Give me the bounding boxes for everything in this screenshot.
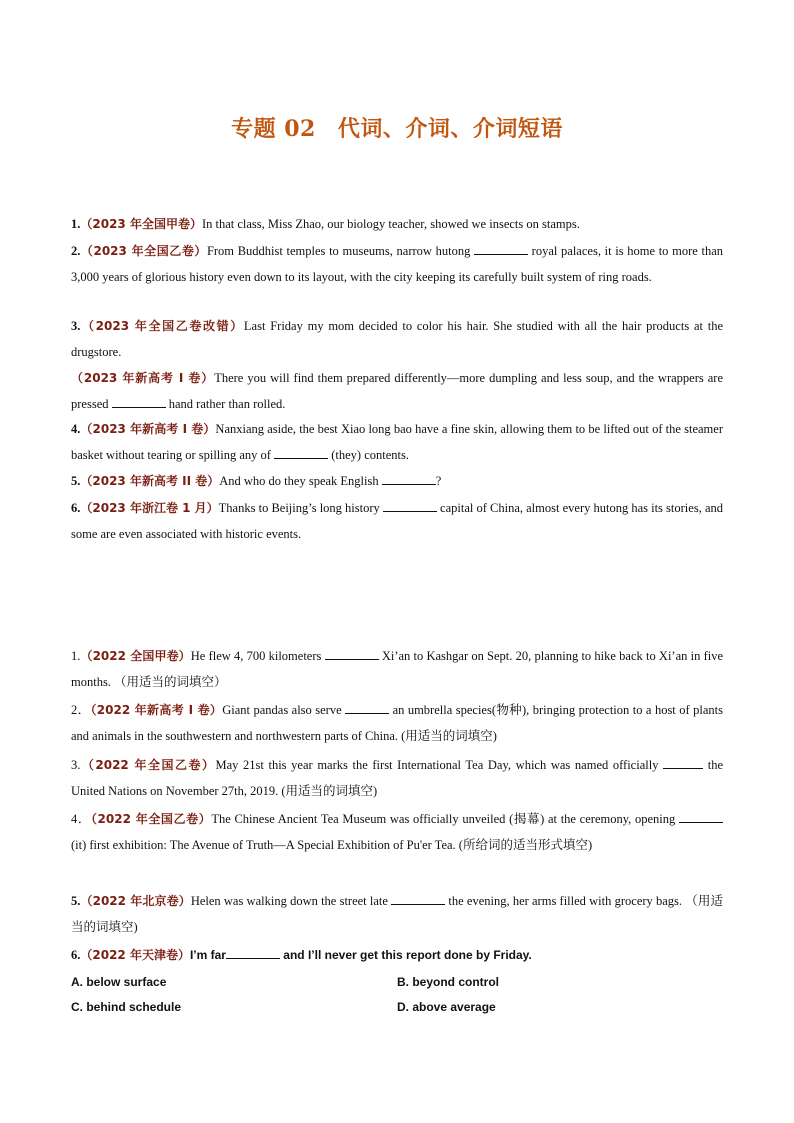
- option-c[interactable]: C. behind schedule: [71, 1000, 182, 1014]
- answer-blank[interactable]: [383, 499, 437, 512]
- option-d[interactable]: D. above average: [397, 1000, 496, 1014]
- question-2023-5: 5.（2023 年新高考 II 卷）And who do they speak English ?: [71, 474, 442, 488]
- title-topic-number: 专题 02: [231, 116, 316, 142]
- question-2023-4: 4.（2023 年新高考 I 卷）Nanxiang aside, the best Xiao long bao have a fine skin, allowing them to be lifted out of the steamer basket without tearing or spilling any of (they) contents.: [71, 422, 723, 462]
- answer-blank[interactable]: [345, 701, 389, 714]
- answer-blank[interactable]: [474, 242, 528, 255]
- option-b[interactable]: B. beyond control: [397, 975, 499, 989]
- question-2023-6: 6.（2023 年浙江卷 1 月）Thanks to Beijing’s long history capital of China, almost every hutong has its stories, and some are even associated with historic events.: [71, 501, 723, 541]
- question-2023-2: 2.（2023 年全国乙卷）From Buddhist temples to museums, narrow hutong royal palaces, it is home to more than 3,000 years of glorious history even down to its layout, with the city keeping its carefully built system of ring roads.: [71, 244, 723, 284]
- answer-blank[interactable]: [112, 395, 166, 408]
- question-2022-1: 1.（2022 全国甲卷）He flew 4, 700 kilometers Xi’an to Kashgar on Sept. 20, planning to hike back to Xi’an in five months. （用适当的词填空）: [71, 649, 724, 689]
- question-2023-3b: （2023 年新高考 I 卷）There you will find them prepared differently—more dumpling and less soup, and the wrappers are pressed hand rather than rolled.: [71, 371, 723, 411]
- answer-blank[interactable]: [391, 892, 445, 905]
- answer-blank[interactable]: [325, 647, 379, 660]
- answer-blank[interactable]: [274, 446, 328, 459]
- answer-blank[interactable]: [663, 756, 703, 769]
- answer-blank[interactable]: [382, 472, 436, 485]
- question-2022-3: 3.（2022 年全国乙卷）May 21st this year marks the first International Tea Day, which was named officially the United Nations on November 27th, 2019. (用适当的词填空): [71, 758, 723, 798]
- question-2022-4: 4．（2022 年全国乙卷）The Chinese Ancient Tea Museum was officially unveiled (揭幕) at the ceremony, opening (it) first exhibition: The Avenue of Truth—A Special Exhibition of Pu'er Tea. (所给词的适当形式填空): [71, 806, 723, 858]
- title-topic-name: 代词、介词、介词短语: [337, 116, 563, 142]
- answer-blank[interactable]: [679, 810, 723, 823]
- question-2022-6: 6.（2022 年天津卷）I’m far and I’ll never get this report done by Friday.: [71, 948, 532, 962]
- question-2023-3: 3.（2023 年全国乙卷改错）Last Friday my mom decided to color his hair. She studied with all the hair products at the drugstore.: [71, 319, 723, 359]
- page-title: [0, 112, 794, 143]
- option-a[interactable]: A. below surface: [71, 975, 167, 989]
- question-2023-1: 1.（2023 年全国甲卷）In that class, Miss Zhao, our biology teacher, showed we insects on stamps.: [71, 217, 580, 231]
- question-2022-2: 2．（2022 年新高考 I 卷）Giant pandas also serve an umbrella species(物种), bringing protection to a host of plants and animals in the southwestern and northwestern parts of China. (用适当的词填空): [71, 703, 723, 743]
- question-2022-5: 5.（2022 年北京卷）Helen was walking down the street late the evening, her arms filled with grocery bags. （用适当的词填空): [71, 894, 723, 934]
- answer-blank[interactable]: [226, 946, 280, 959]
